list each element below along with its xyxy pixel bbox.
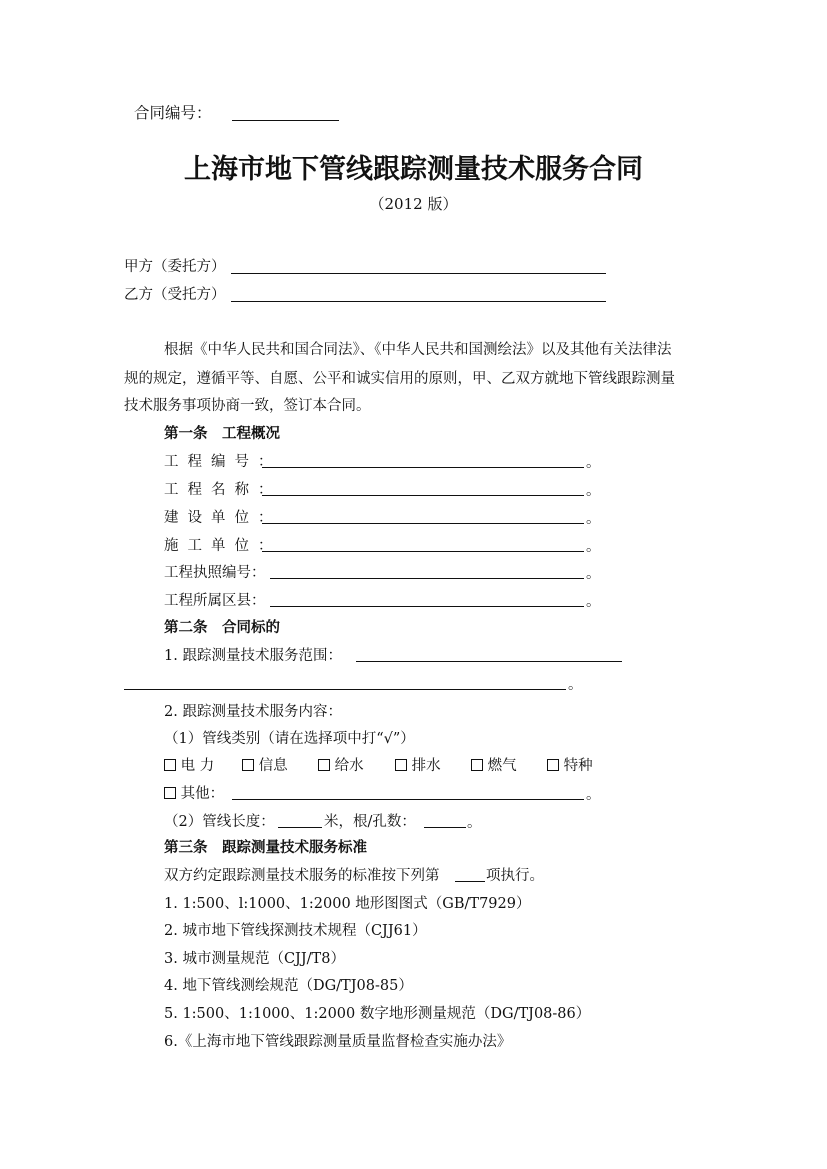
party-b-field[interactable]: [231, 301, 606, 302]
contract-number-label: 合同编号：: [134, 104, 212, 122]
end-mark: 。: [586, 787, 601, 803]
end-mark: 。: [586, 483, 601, 499]
service-scope-label: 1. 跟踪测量技术服务范围：: [164, 648, 342, 664]
preamble-line-2: 规的规定，遵循平等、自愿、公平和诚实信用的原则，甲、乙双方就地下管线跟踪测量: [124, 371, 675, 387]
service-content-label: 2. 跟踪测量技术服务内容：: [164, 704, 342, 720]
contract-number-field[interactable]: [232, 120, 339, 121]
pipeline-category-label: （1）管线类别（请在选择项中打“√”）: [164, 731, 415, 747]
article-2-heading: 第二条 合同标的: [164, 620, 280, 636]
count-field[interactable]: [424, 827, 466, 828]
end-mark: 。: [586, 566, 601, 582]
service-scope-field[interactable]: [356, 661, 622, 662]
article-1-heading: 第一条 工程概况: [164, 426, 280, 442]
checkbox-drainage[interactable]: 排水: [395, 756, 441, 776]
standard-intro-text-end: 项执行。: [486, 868, 544, 884]
field-label-contractor: 施工单位：: [164, 538, 282, 554]
end-mark: 。: [568, 677, 583, 693]
end-mark: 。: [467, 815, 482, 831]
construction-unit-field[interactable]: [262, 523, 584, 524]
checkbox-power[interactable]: 电 力: [164, 756, 214, 776]
version-label: （2012 版）: [369, 195, 458, 213]
field-label-project-number: 工程编号：: [164, 454, 282, 470]
service-scope-field-continued[interactable]: [124, 689, 566, 690]
field-label-construction-unit: 建设单位：: [164, 510, 282, 526]
field-label-district: 工程所属区县：: [164, 593, 266, 609]
checkbox-other[interactable]: 其他：: [164, 784, 224, 804]
project-name-field[interactable]: [262, 495, 584, 496]
standard-item: 5. 1:500、1:1000、1:2000 数字地形测量规范（DG/TJ08-86）: [164, 1006, 591, 1022]
party-a-field[interactable]: [231, 273, 606, 274]
preamble-line-1: 根据《中华人民共和国合同法》、《中华人民共和国测绘法》以及其他有关法律法: [164, 342, 672, 358]
pipeline-length-field[interactable]: [278, 827, 322, 828]
checkbox-water-supply[interactable]: 给水: [318, 756, 364, 776]
standard-item: 1. 1:500、l:1000、1:2000 地形图图式（GB/T7929）: [164, 896, 531, 912]
field-label-license-number: 工程执照编号：: [164, 565, 266, 581]
pipeline-length-label: （2）管线长度：: [164, 814, 275, 830]
end-mark: 。: [586, 511, 601, 527]
end-mark: 。: [586, 539, 601, 555]
checkbox-telecom[interactable]: 信息: [242, 756, 288, 776]
party-b-label: 乙方（受托方）: [124, 287, 226, 303]
other-field[interactable]: [232, 799, 584, 800]
preamble-line-3: 技术服务事项协商一致，签订本合同。: [124, 398, 371, 414]
standard-item: 6.《上海市地下管线跟踪测量质量监督检查实施办法》: [164, 1034, 512, 1050]
license-number-field[interactable]: [270, 578, 584, 579]
article-3-heading: 第三条 跟踪测量技术服务标准: [164, 840, 367, 856]
end-mark: 。: [586, 455, 601, 471]
field-label-project-name: 工程名称：: [164, 482, 282, 498]
page-title: 上海市地下管线跟踪测量技术服务合同: [184, 154, 643, 185]
checkbox-gas[interactable]: 燃气: [471, 756, 517, 776]
standard-item: 2. 城市地下管线探测技术规程（CJJ61）: [164, 923, 427, 939]
standard-intro-text: 双方约定跟踪测量技术服务的标准按下列第: [164, 868, 440, 884]
meter-count-label: 米，根/孔数：: [324, 814, 416, 830]
standard-item: 3. 城市测量规范（CJJ/T8）: [164, 951, 345, 967]
checkbox-special[interactable]: 特种: [547, 756, 593, 776]
standard-item-field[interactable]: [455, 881, 485, 882]
end-mark: 。: [586, 594, 601, 610]
party-a-label: 甲方（委托方）: [124, 259, 226, 275]
district-field[interactable]: [270, 606, 584, 607]
contractor-field[interactable]: [262, 551, 584, 552]
standard-item: 4. 地下管线测绘规范（DG/TJ08-85）: [164, 978, 413, 994]
project-number-field[interactable]: [262, 467, 584, 468]
